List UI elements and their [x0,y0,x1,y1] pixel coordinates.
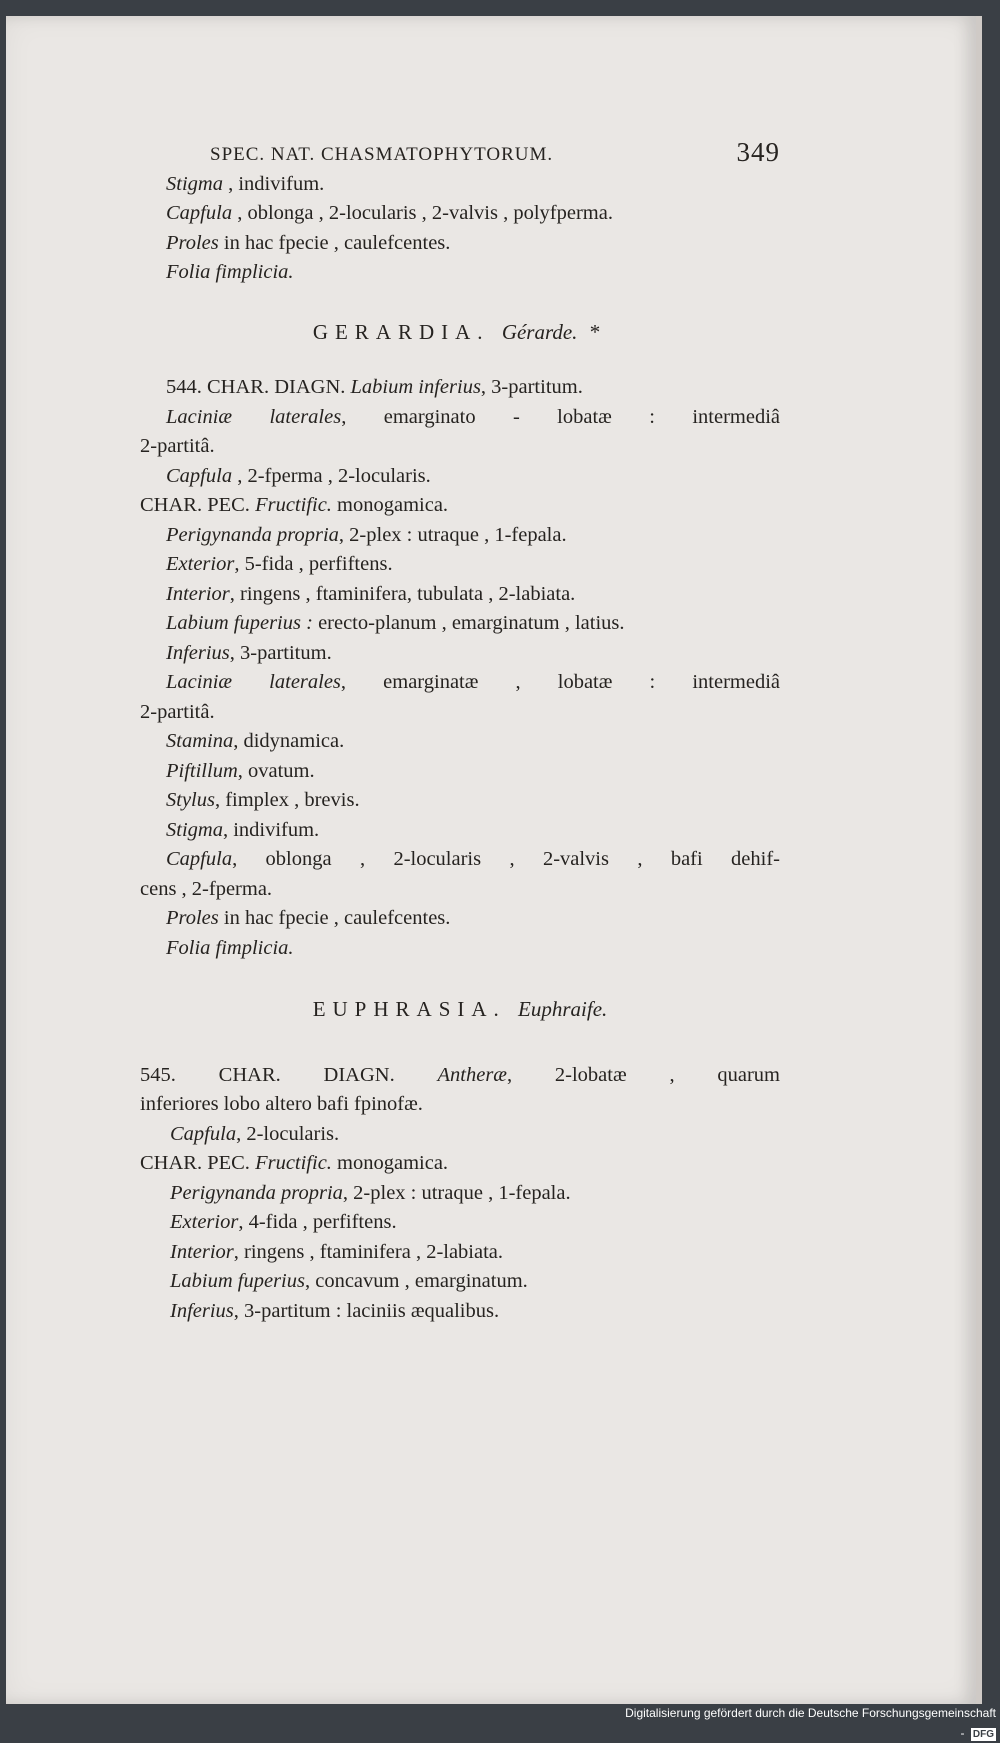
text-line: Exterior, 4-fida , perfiftens. [170,1211,397,1233]
entry-545-line: 545. CHAR. DIAGN. Antheræ, 2-lobatæ , quarum [140,1063,780,1086]
text-line: Exterior, 5-fida , perfiftens. [166,553,393,575]
text-line: Interior, ringens , ftaminifera , 2-labiata. [170,1240,504,1263]
page-text [140,137,780,1326]
text-line: Interior, ringens , ftaminifera, tubulata , 2-labiata. [166,582,576,605]
text-line: inferiores lobo altero bafi fpinofæ. [140,1093,423,1115]
text-line: Perigynanda propria, 2-plex : utraque , 1-fepala. [170,1181,571,1204]
text-line: 2-partitâ. [140,435,215,457]
entry-544-line: 544. CHAR. DIAGN. Labium inferius, 3-partitum. [166,376,583,398]
text-line: Capfula, 2-locularis. [170,1122,340,1145]
text-line: Piftillum, ovatum. [166,759,315,782]
text-line: Inferius, 3-partitum. [166,641,332,664]
text-line: Inferius, 3-partitum : laciniis æqualibus. [170,1299,500,1322]
text-line: Stigma, indivifum. [166,818,320,841]
dfg-logo: DFG [972,1729,994,1740]
text-line: Proles in hac fpecie , caulefcentes. [166,231,451,254]
genus-heading-gerardia: GERARDIA. Gérarde. * [312,319,608,344]
text-line: 2-partitâ. [140,700,215,723]
text-line: Capfula , 2-fperma , 2-locularis. [166,464,431,487]
page-number: 349 [736,137,780,167]
text-line: Proles in hac fpecie , caulefcentes. [166,907,451,929]
text-line: Stamina, didynamica. [166,730,345,752]
text-line: Stylus, fimplex , brevis. [166,789,360,811]
text-line: Capfula, oblonga , 2-locularis , 2-valvis , bafi dehif- [166,848,780,870]
credit-text: Digitalisierung gefördert durch die Deutsche Forschungsgemeinschaft - [625,1706,996,1740]
text-line: Capfula , oblonga , 2-locularis , 2-valvis , polyfperma. [166,202,613,224]
text-line: Folia fimplicia. [166,936,294,959]
digitization-credit [620,1703,1000,1740]
text-line: CHAR. PEC. Fructific. monogamica. [140,494,449,516]
text-line: Labium fuperius, concavum , emarginatum. [170,1270,528,1292]
text-line: Perigynanda propria, 2-plex : utraque , 1-fepala. [166,523,567,546]
genus-heading-euphrasia: EUPHRASIA. Euphraife. [312,997,608,1021]
text-line: Laciniæ laterales, emarginato - lobatæ : intermediâ [166,405,780,428]
text-line: CHAR. PEC. Fructific. monogamica. [140,1152,449,1174]
running-header [140,137,780,170]
running-title: SPEC. NAT. CHASMATOPHYTORUM. [210,144,554,165]
text-line: Labium fuperius : erecto-planum , emarginatum , latius. [166,612,625,634]
text-line: Stigma , indivifum. [166,172,325,195]
page-edge [976,16,982,1704]
text-line: Laciniæ laterales, emarginatæ , lobatæ : intermediâ [166,671,780,693]
text-line: Folia fimplicia. [166,261,294,283]
text-line: cens , 2-fperma. [140,877,273,900]
